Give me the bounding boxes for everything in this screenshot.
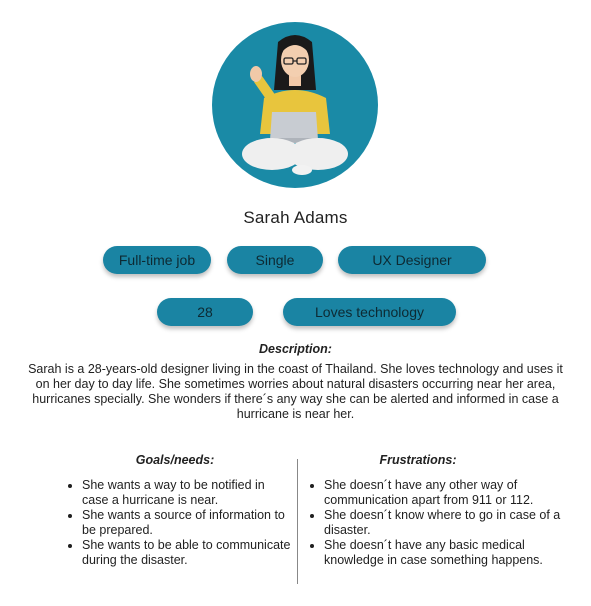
tag-employment: Full-time job [103,246,211,274]
goal-item: • She wants to be able to communicate during the disaster. [82,538,294,568]
persona-name: Sarah Adams [243,208,348,227]
frustrations-list [308,478,578,568]
tag-age: 28 [157,298,253,326]
tag-role: UX Designer [338,246,486,274]
goal-item: • She wants a source of information to be prepared. [82,508,294,538]
frustration-item: • She doesn´t have any other way of communication apart from 911 or 112. [324,478,578,508]
frustrations-title: Frustrations: [379,453,457,467]
column-divider [297,459,298,584]
frustration-item: • She doesn´t have any basic medical knowledge in case something happens. [324,538,578,568]
frustration-item: • She doesn´t know where to go in case of a disaster. [324,508,578,538]
goal-item: • She wants a way to be notified in case a hurricane is near. [82,478,294,508]
description-text: Sarah is a 28-years-old designer living in the coast of Thailand. She loves technology and uses it on her day to day life. She sometimes worries about natural disasters occurring near her area, hurricanes specially. She wonders if there´s any way she can be alerted and informed in case a hurricane is near her. [28,362,563,421]
tag-interest: Loves technology [283,298,456,326]
goals-list [66,478,294,568]
tag-relationship: Single [227,246,323,274]
persona-illustration [212,22,378,188]
description-title: Description: [259,342,332,356]
goals-title: Goals/needs: [135,453,215,467]
persona-avatar [212,22,378,188]
